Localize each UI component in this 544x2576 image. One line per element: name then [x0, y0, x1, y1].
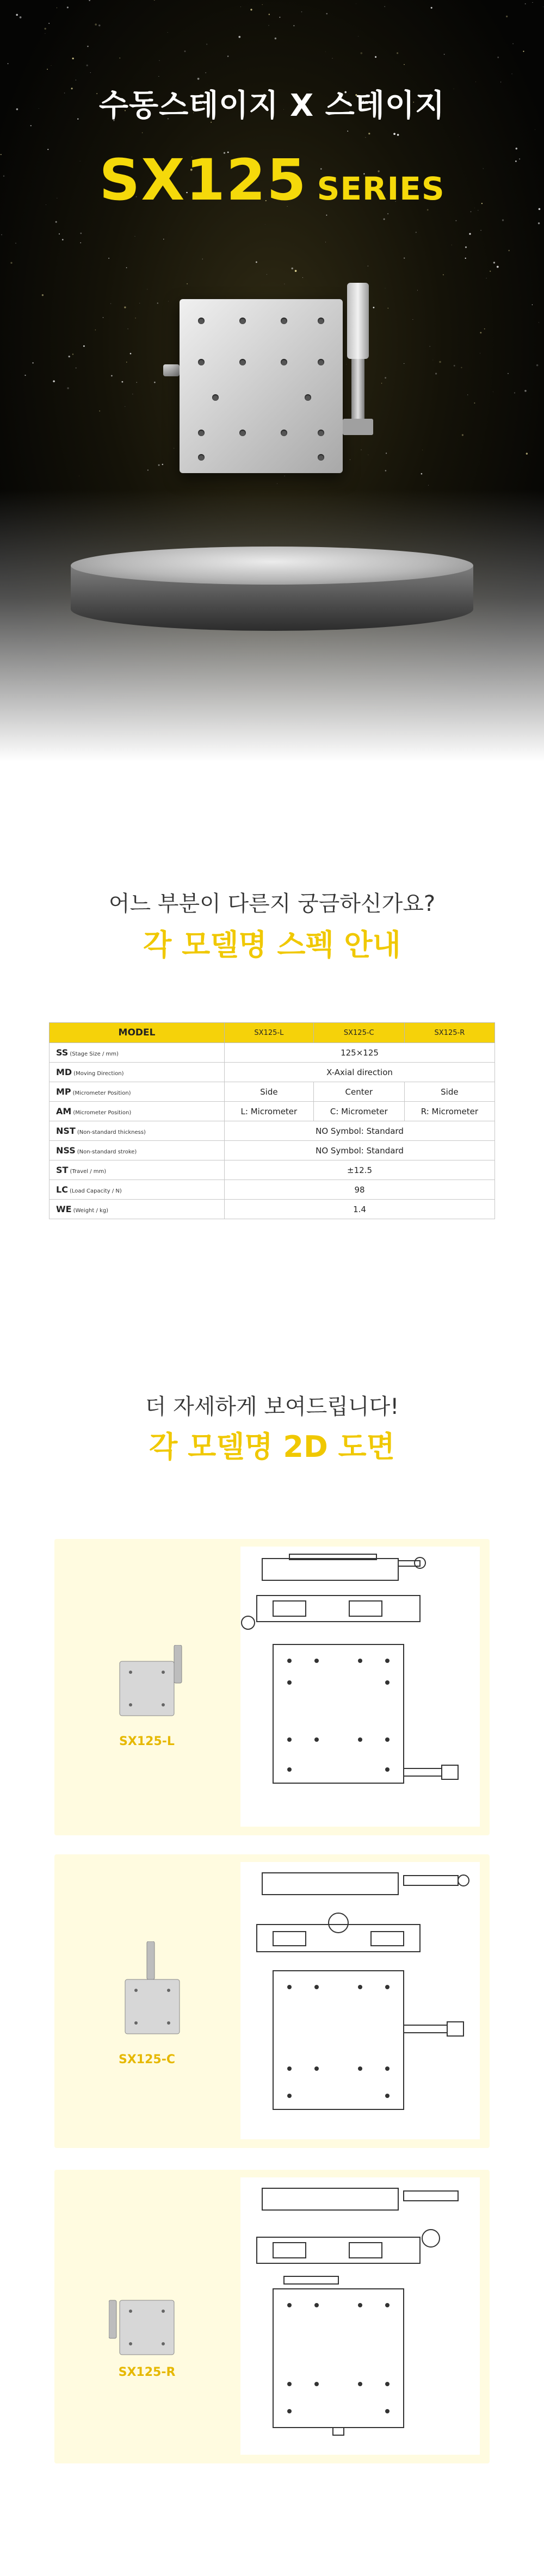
star	[154, 0, 155, 1]
table-row	[50, 1063, 495, 1082]
star	[47, 69, 48, 70]
star	[416, 232, 417, 233]
row-label: AM (Micrometer Position)	[50, 1102, 225, 1121]
star	[59, 233, 60, 234]
sx125-c-2d-drawing	[240, 1862, 480, 2139]
star	[95, 330, 96, 331]
star	[98, 24, 100, 26]
row-label: MD (Moving Direction)	[50, 1063, 225, 1082]
table-row	[50, 1141, 495, 1160]
series-word: SERIES	[317, 170, 445, 207]
star	[511, 73, 512, 75]
hero-title: 수동스테이지 X 스테이지	[98, 88, 446, 123]
star	[433, 360, 434, 361]
star	[493, 262, 495, 263]
star	[480, 332, 481, 333]
row-label: NSS (Non-standard stroke)	[50, 1141, 225, 1160]
hero-series-title	[0, 147, 544, 213]
table-row	[50, 1160, 495, 1180]
star	[53, 380, 55, 382]
table-row	[50, 1043, 495, 1063]
star	[158, 464, 160, 466]
star	[506, 16, 508, 17]
star	[455, 220, 456, 221]
star	[89, 0, 90, 1]
star	[444, 54, 445, 55]
star	[454, 365, 455, 367]
header-sx125-l: SX125-L	[225, 1023, 314, 1043]
row-value: C: Micrometer	[313, 1102, 404, 1121]
star	[121, 381, 123, 383]
row-value: NO Symbol: Standard	[225, 1121, 495, 1141]
star	[205, 72, 206, 73]
star	[384, 219, 385, 220]
star	[108, 258, 109, 259]
star	[126, 267, 127, 268]
spec-table-header	[50, 1023, 495, 1043]
star	[55, 221, 57, 223]
star	[157, 302, 158, 303]
drawing-panel-sx125-c	[54, 1854, 490, 2148]
star	[16, 14, 18, 16]
star	[421, 473, 423, 475]
pedestal-top	[71, 547, 473, 585]
star	[375, 56, 376, 58]
star	[502, 219, 504, 221]
star	[238, 36, 240, 38]
star	[512, 44, 514, 45]
star	[275, 38, 276, 39]
row-value: ±12.5	[225, 1160, 495, 1180]
row-value: 1.4	[225, 1200, 495, 1219]
star	[459, 136, 460, 137]
star	[393, 133, 395, 135]
star	[256, 262, 257, 263]
star	[67, 7, 69, 8]
star	[428, 485, 429, 486]
header-model: MODEL	[50, 1023, 225, 1043]
star	[206, 44, 207, 45]
row-value: L: Micrometer	[225, 1102, 314, 1121]
star	[67, 387, 69, 389]
sx125-l-thumbnail	[114, 1645, 185, 1721]
star	[184, 51, 186, 52]
star	[126, 362, 127, 363]
drawing-section-subtitle: 더 자세하게 보여드립니다!	[145, 1394, 399, 1419]
row-value: 98	[225, 1180, 495, 1200]
star	[404, 257, 405, 258]
row-label: MP (Micrometer Position)	[50, 1082, 225, 1102]
star	[147, 289, 148, 290]
star	[90, 72, 91, 73]
star	[87, 46, 88, 47]
star	[497, 57, 499, 58]
table-row	[50, 1102, 495, 1121]
star	[465, 246, 467, 248]
star	[15, 243, 16, 244]
star	[268, 25, 269, 26]
star	[368, 133, 370, 134]
star	[497, 266, 499, 268]
star	[291, 268, 293, 269]
sx125-r-2d-drawing	[240, 2177, 480, 2455]
table-row	[50, 1180, 495, 1200]
star	[227, 55, 228, 57]
star	[412, 319, 413, 320]
star	[10, 262, 12, 264]
row-value: NO Symbol: Standard	[225, 1141, 495, 1160]
drawing-panel-sx125-r	[54, 2170, 490, 2463]
star	[262, 4, 263, 5]
star	[480, 230, 481, 231]
star	[462, 434, 463, 436]
star	[474, 402, 475, 404]
star	[326, 215, 327, 216]
spec-section-subtitle: 어느 부분이 다른지 궁금하신가요?	[108, 891, 436, 916]
star	[397, 52, 398, 54]
row-label: LC (Load Capacity / N)	[50, 1180, 225, 1200]
star	[42, 294, 44, 296]
row-value: X-Axial direction	[225, 1063, 495, 1082]
star	[293, 25, 294, 26]
panel-label: SX125-C	[118, 2053, 175, 2066]
star	[110, 303, 111, 304]
star	[443, 275, 444, 276]
star	[295, 270, 297, 272]
star	[83, 345, 85, 347]
star	[526, 453, 528, 455]
star	[508, 373, 509, 374]
series-model: SX125	[99, 147, 307, 213]
stage-plate	[180, 299, 343, 473]
star	[431, 7, 432, 9]
sx125-r-thumbnail	[109, 2284, 185, 2360]
sx125-l-2d-drawing	[240, 1547, 480, 1827]
sx125-c-thumbnail	[120, 1941, 185, 2039]
star	[163, 239, 164, 240]
star	[124, 306, 126, 308]
micrometer-mount	[343, 419, 373, 435]
star	[525, 3, 526, 4]
star	[508, 250, 509, 251]
drawing-section-title: 각 모델명 2D 도면	[149, 1430, 395, 1464]
star	[536, 364, 539, 367]
micrometer-spindle	[351, 359, 364, 419]
star	[465, 258, 466, 259]
star	[325, 242, 326, 243]
star	[44, 28, 46, 29]
star	[86, 65, 88, 66]
panel-label: SX125-L	[119, 1735, 175, 1748]
star	[130, 353, 132, 355]
row-value: Side	[404, 1082, 494, 1102]
star	[435, 373, 437, 375]
star	[469, 233, 471, 234]
star	[30, 125, 32, 126]
row-label: ST (Travel / mm)	[50, 1160, 225, 1180]
star	[76, 368, 77, 369]
star	[279, 17, 280, 18]
table-row	[50, 1200, 495, 1219]
hero-banner	[0, 0, 544, 761]
star	[360, 52, 362, 54]
star	[51, 65, 52, 66]
row-value: Side	[225, 1082, 314, 1102]
star	[142, 132, 143, 133]
spec-table	[49, 1022, 495, 1219]
star	[154, 382, 156, 383]
star	[326, 13, 328, 15]
row-label: SS (Stage Size / mm)	[50, 1043, 225, 1063]
table-row	[50, 1121, 495, 1141]
header-sx125-c: SX125-C	[313, 1023, 404, 1043]
star	[20, 16, 22, 18]
star	[158, 76, 159, 77]
star	[490, 271, 491, 272]
star	[72, 353, 73, 355]
star	[159, 60, 160, 61]
star	[111, 375, 113, 377]
star	[62, 239, 64, 240]
star	[8, 63, 9, 64]
star	[250, 9, 252, 10]
row-label: WE (Weight / kg)	[50, 1200, 225, 1219]
row-value: Center	[313, 1082, 404, 1102]
star	[524, 390, 527, 392]
row-value: 125×125	[225, 1043, 495, 1063]
star	[1, 234, 2, 235]
clamp-knob	[163, 364, 180, 376]
star	[302, 277, 303, 278]
row-value: R: Micrometer	[404, 1102, 494, 1121]
star	[72, 58, 74, 59]
star	[461, 367, 462, 368]
spec-section-title: 각 모델명 스펙 안내	[143, 928, 401, 962]
panel-label: SX125-R	[118, 2366, 176, 2379]
star	[95, 23, 97, 26]
star	[99, 411, 100, 412]
row-label: NST (Non-standard thickness)	[50, 1121, 225, 1141]
stage-product-image	[163, 283, 392, 533]
star	[523, 51, 524, 52]
micrometer-head	[347, 283, 369, 359]
header-sx125-r: SX125-R	[404, 1023, 494, 1043]
star	[347, 131, 348, 132]
star	[24, 375, 26, 376]
star	[33, 362, 34, 363]
star	[538, 222, 540, 224]
star	[439, 361, 441, 363]
star	[69, 356, 70, 357]
star	[387, 213, 388, 214]
star	[301, 11, 302, 13]
star	[197, 78, 200, 80]
star	[269, 14, 270, 15]
star	[484, 328, 485, 330]
star	[48, 23, 50, 24]
star	[397, 134, 399, 136]
star	[80, 233, 82, 234]
table-row	[50, 1082, 495, 1102]
star	[365, 137, 366, 138]
star	[147, 469, 149, 470]
drawing-panel-sx125-l	[54, 1539, 490, 1835]
star	[514, 392, 515, 393]
